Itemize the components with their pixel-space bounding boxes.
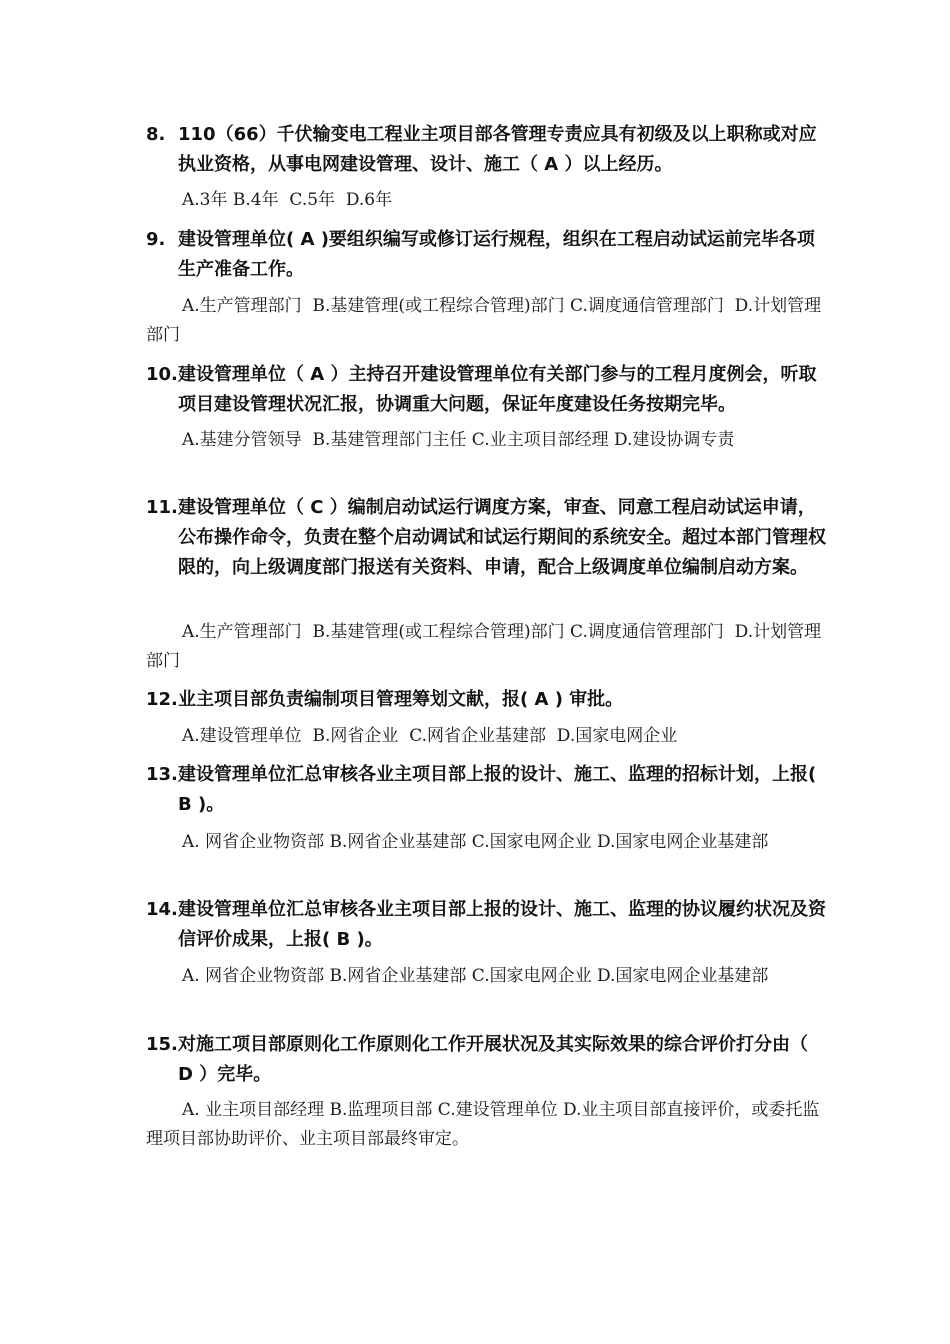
question-text: 建设管理单位（ A ）主持召开建设管理单位有关部门参与的工程月度例会，听取项目建设管理状况汇报，协调重大问题，保证年度建设任务按期完毕。 (178, 364, 817, 415)
question-9-options: A.生产管理部门 B.基建管理(或工程综合管理)部门 C.调度通信管理部门 D.计划管理部门 (146, 296, 822, 345)
question-13-options: A. 网省企业物资部 B.网省企业基建部 C.国家电网企业 D.国家电网企业基建部 (182, 832, 769, 852)
question-10 (146, 360, 826, 420)
question-number: 10. (146, 364, 178, 385)
question-10-options: A.基建分管领导 B.基建管理部门主任 C.业主项目部经理 D.建设协调专责 (182, 430, 735, 450)
question-number: 11. (146, 497, 178, 518)
question-15 (146, 1030, 826, 1090)
question-number: 9. (146, 229, 166, 250)
question-14-options: A. 网省企业物资部 B.网省企业基建部 C.国家电网企业 D.国家电网企业基建部 (182, 966, 769, 986)
question-number: 14. (146, 899, 178, 920)
question-9 (146, 225, 826, 285)
question-8-options: A.3年 B.4年 C.5年 D.6年 (182, 190, 393, 210)
question-number: 13. (146, 764, 178, 785)
question-text: 对施工项目部原则化工作原则化工作开展状况及其实际效果的综合评价打分由（ D ）完毕。 (178, 1034, 808, 1085)
question-number: 8. (146, 124, 166, 145)
question-text: 建设管理单位汇总审核各业主项目部上报的设计、施工、监理的协议履约状况及资信评价成果，上报( B )。 (178, 899, 826, 950)
question-11 (146, 493, 826, 583)
question-text: 建设管理单位汇总审核各业主项目部上报的设计、施工、监理的招标计划，上报( B )。 (178, 764, 817, 815)
question-12 (146, 685, 826, 715)
question-text: 建设管理单位( A )要组织编写或修订运行规程，组织在工程启动试运前完毕各项生产准备工作。 (178, 229, 815, 280)
question-number: 15. (146, 1034, 178, 1055)
question-15-options: A. 业主项目部经理 B.监理项目部 C.建设管理单位 D.业主项目部直接评价，或委托监理项目部协助评价、业主项目部最终审定。 (146, 1100, 820, 1149)
question-text: 建设管理单位（ C ）编制启动试运行调度方案，审查、同意工程启动试运申请，公布操作命令，负责在整个启动调试和试运行期间的系统安全。超过本部门管理权限的，向上级调度部门报送有关资料、申请，配合上级调度单位编制启动方案。 (178, 497, 826, 578)
question-11-options: A.生产管理部门 B.基建管理(或工程综合管理)部门 C.调度通信管理部门 D.计划管理部门 (146, 622, 822, 671)
question-text: 110（66）千伏输变电工程业主项目部各管理专责应具有初级及以上职称或对应执业资格，从事电网建设管理、设计、施工（ A ）以上经历。 (178, 124, 817, 175)
question-text: 业主项目部负责编制项目管理筹划文献，报( A ) 审批。 (178, 689, 624, 710)
question-14 (146, 895, 826, 955)
question-8 (146, 120, 826, 180)
question-12-options: A.建设管理单位 B.网省企业 C.网省企业基建部 D.国家电网企业 (182, 726, 678, 746)
question-13 (146, 760, 826, 820)
question-number: 12. (146, 689, 178, 710)
